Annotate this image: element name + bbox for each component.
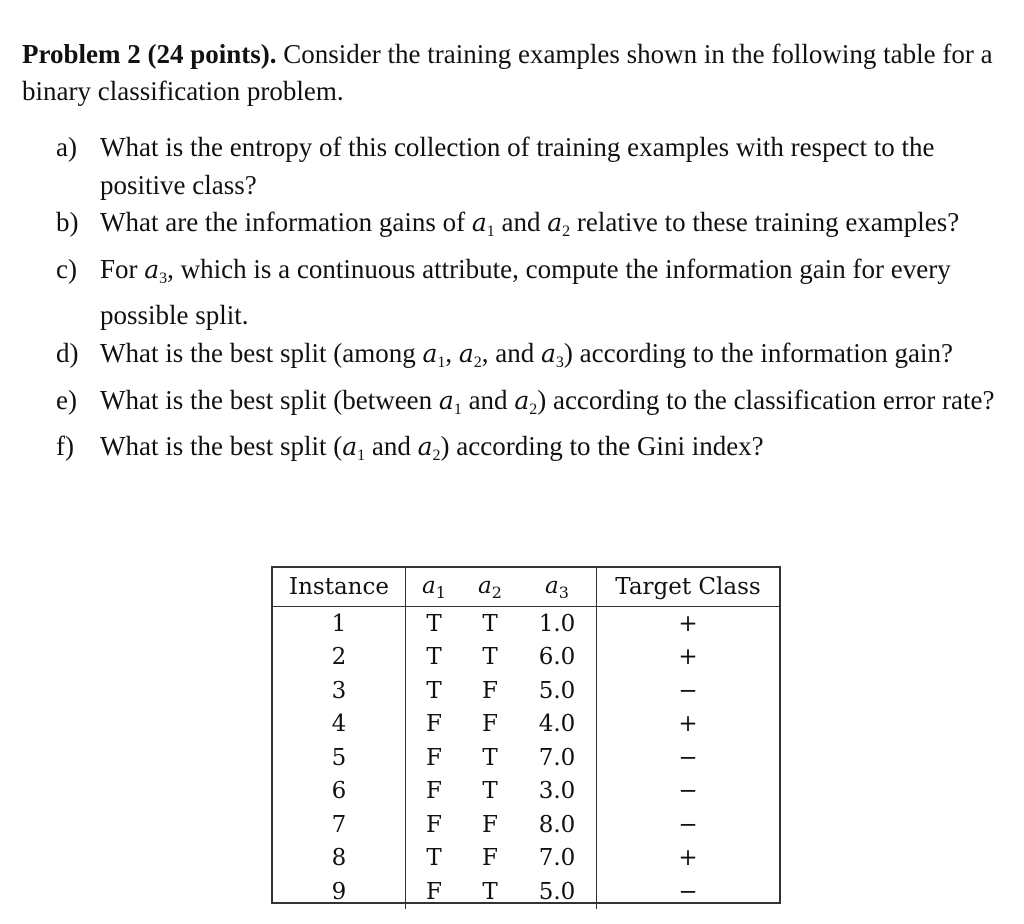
- cell-a3: 7.0: [518, 741, 597, 775]
- question-text-part: What is the best split (among: [100, 337, 423, 368]
- cell-a2: T: [482, 644, 498, 671]
- variable-a1: $a_1$: [342, 432, 366, 465]
- cell-target: +: [678, 644, 698, 671]
- cell-a3: 3.0: [518, 775, 597, 809]
- cell-a2: F: [482, 677, 498, 704]
- table-row: [273, 641, 779, 675]
- cell-a3: 5.0: [518, 875, 597, 909]
- cell-a2: F: [482, 711, 498, 738]
- cell-a1: F: [426, 811, 442, 838]
- problem-heading: Problem 2 (24 points).: [22, 39, 277, 69]
- header-a1: [406, 568, 463, 607]
- table-row: [273, 875, 779, 909]
- question-text-part: and: [365, 431, 418, 462]
- question-text-part: relative to these training examples?: [570, 207, 960, 238]
- header-a3-var: $a_3$: [545, 572, 569, 602]
- question-label: e): [56, 384, 77, 415]
- cell-a1: T: [426, 644, 442, 671]
- question-text-part: What is the entropy of this collection of training examples with respect to the positive class?: [100, 132, 935, 200]
- cell-target: −: [678, 744, 698, 771]
- table-row: [273, 842, 779, 876]
- question-text-part: What is the best split (between: [100, 384, 439, 415]
- question-text: [100, 129, 1006, 204]
- cell-target: −: [678, 677, 698, 704]
- cell-instance: 3: [273, 674, 406, 708]
- cell-instance: 5: [273, 741, 406, 775]
- cell-a2: T: [482, 610, 498, 637]
- question-item: [56, 204, 1006, 251]
- question-text: [100, 335, 1006, 382]
- cell-a2: T: [482, 744, 498, 771]
- cell-a2: F: [482, 845, 498, 872]
- variable-a1: $a_1$: [438, 385, 462, 418]
- variable-a1: $a_1$: [471, 208, 495, 241]
- question-text: [100, 428, 1006, 475]
- question-label: f): [56, 431, 74, 462]
- question-text-part: ,: [445, 337, 459, 368]
- variable-a2: $a_2$: [547, 208, 571, 241]
- cell-a3: 6.0: [518, 641, 597, 675]
- cell-target: +: [678, 711, 698, 738]
- question-text-part: For: [100, 253, 145, 284]
- cell-a3: 8.0: [518, 808, 597, 842]
- question-item: [56, 428, 1006, 475]
- table-row: [273, 741, 779, 775]
- cell-target: +: [678, 845, 698, 872]
- question-text-part: , and: [481, 337, 541, 368]
- variable-a1: $a_1$: [422, 338, 446, 371]
- cell-instance: 8: [273, 842, 406, 876]
- cell-a3: 7.0: [518, 842, 597, 876]
- problem-intro: Consider the training examples shown in the following table for a binary classification problem.: [22, 39, 993, 106]
- cell-instance: 6: [273, 775, 406, 809]
- cell-a1: T: [426, 845, 442, 872]
- question-text-part: , which is a continuous attribute, compute the information gain for every possible split.: [100, 253, 951, 331]
- question-text-part: ) according to the classification error rate?: [537, 384, 995, 415]
- table-header-row: [273, 568, 779, 607]
- cell-target: −: [678, 778, 698, 805]
- cell-a2: T: [482, 778, 498, 805]
- cell-a1: T: [426, 677, 442, 704]
- table-row: [273, 674, 779, 708]
- variable-a2: $a_2$: [458, 338, 482, 371]
- question-text: [100, 251, 1006, 335]
- cell-instance: 9: [273, 875, 406, 909]
- table-row: [273, 775, 779, 809]
- cell-target: +: [678, 610, 698, 637]
- header-a3: [518, 568, 597, 607]
- question-text-part: and: [494, 207, 548, 238]
- question-item: [56, 129, 1006, 204]
- cell-a1: T: [426, 610, 442, 637]
- cell-a3: 4.0: [518, 708, 597, 742]
- question-item: [56, 251, 1006, 335]
- question-item: [56, 382, 1006, 429]
- variable-a2: $a_2$: [417, 432, 441, 465]
- table-row: [273, 708, 779, 742]
- question-text: [100, 382, 1006, 429]
- cell-target: −: [678, 811, 698, 838]
- cell-a1: F: [426, 744, 442, 771]
- question-text-part: and: [461, 384, 515, 415]
- cell-a2: T: [482, 878, 498, 905]
- variable-a3: $a_3$: [144, 254, 168, 287]
- table-row: [273, 808, 779, 842]
- cell-instance: 7: [273, 808, 406, 842]
- question-label: d): [56, 337, 79, 368]
- cell-a1: F: [426, 778, 442, 805]
- cell-a1: F: [426, 711, 442, 738]
- problem-statement: [22, 36, 1002, 110]
- question-label: c): [56, 253, 77, 284]
- variable-a3: $a_3$: [541, 338, 564, 371]
- question-text-part: What is the best split (: [100, 431, 343, 462]
- header-a1-var: $a_1$: [422, 572, 446, 602]
- cell-a3: 1.0: [518, 607, 597, 641]
- cell-a1: F: [426, 878, 442, 905]
- cell-a3: 5.0: [518, 674, 597, 708]
- table-row: [273, 607, 779, 641]
- cell-target: −: [678, 878, 698, 905]
- cell-instance: 1: [273, 607, 406, 641]
- table-body: [273, 607, 779, 909]
- cell-instance: 2: [273, 641, 406, 675]
- question-item: [56, 335, 1006, 382]
- question-list: [56, 129, 1006, 475]
- question-label: a): [56, 132, 77, 162]
- question-text: [100, 204, 1006, 251]
- question-label: b): [56, 207, 79, 238]
- header-instance: Instance: [273, 568, 406, 607]
- cell-a2: F: [482, 811, 498, 838]
- header-target-class: Target Class: [597, 568, 780, 607]
- header-a2-var: $a_2$: [478, 572, 502, 602]
- question-text-part: What are the information gains of: [100, 207, 472, 238]
- question-text-part: ) according to the information gain?: [563, 337, 954, 368]
- training-table: [271, 566, 781, 904]
- header-a2: [462, 568, 518, 607]
- cell-instance: 4: [273, 708, 406, 742]
- variable-a2: $a_2$: [514, 385, 538, 418]
- question-text-part: ) according to the Gini index?: [440, 431, 764, 462]
